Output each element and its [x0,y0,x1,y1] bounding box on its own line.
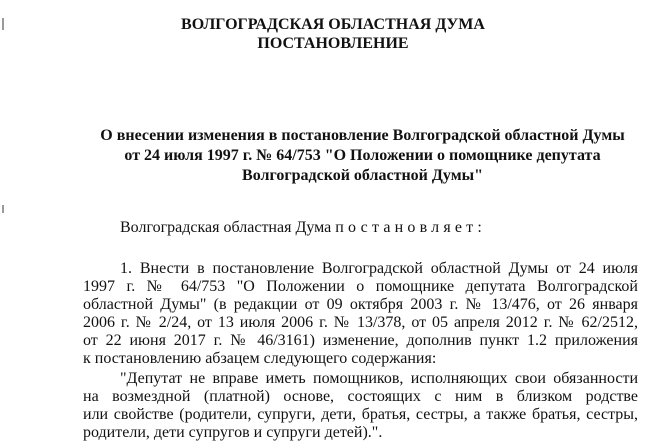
quoted-text-line: на возмездной (платной) основе, состоящих с ним в близком родстве [83,388,638,405]
paragraph-1-line: 2006 г. № 2/24, от 13 июля 2006 г. № 13/378, от 05 апреля 2012 г. № 62/2512, [83,314,638,331]
paragraph-1-line: 1997 г. № 64/753 "О Положении о помощнике депутата Волгоградской [83,278,638,295]
quoted-text-line: родители, дети супругов и супруги детей).". [83,424,383,441]
resolution-title [95,126,630,186]
scan-edge-mark [2,205,4,213]
intro-verb: постановляет: [335,219,487,236]
title-line-2: от 24 июля 1997 г. № 64/753 "О Положении о помощнике депутата [124,147,601,164]
quoted-text-line: "Депутат не вправе иметь помощников, исполняющих свои обязанности [120,370,638,387]
paragraph-1-line: к постановлению абзацем следующего содержания: [83,350,437,367]
intro-text: Волгоградская областная Дума [120,219,332,236]
paragraph-1-line: областной Думы" (в редакции от 09 октября 2003 г. № 13/476, от 26 января [83,296,638,313]
title-line-1: О внесении изменения в постановление Волгоградской областной Думы [100,127,625,144]
paragraph-1-line: 1. Внести в постановление Волгоградской областной Думы от 24 июля [120,260,638,277]
title-line-3: Волгоградской областной Думы" [242,167,483,184]
organization-heading: ВОЛГОГРАДСКАЯ ОБЛАСТНАЯ ДУМА [181,16,485,33]
quoted-text-line: или свойстве (родители, супруги, дети, братья, сестры, а также братья, сестры, [83,406,638,423]
document-type-heading: ПОСТАНОВЛЕНИЕ [257,35,409,52]
paragraph-1-line: от 22 июня 2017 г. № 46/3161) изменение, дополнив пункт 1.2 приложения [83,332,638,349]
resolution-intro [120,218,486,238]
